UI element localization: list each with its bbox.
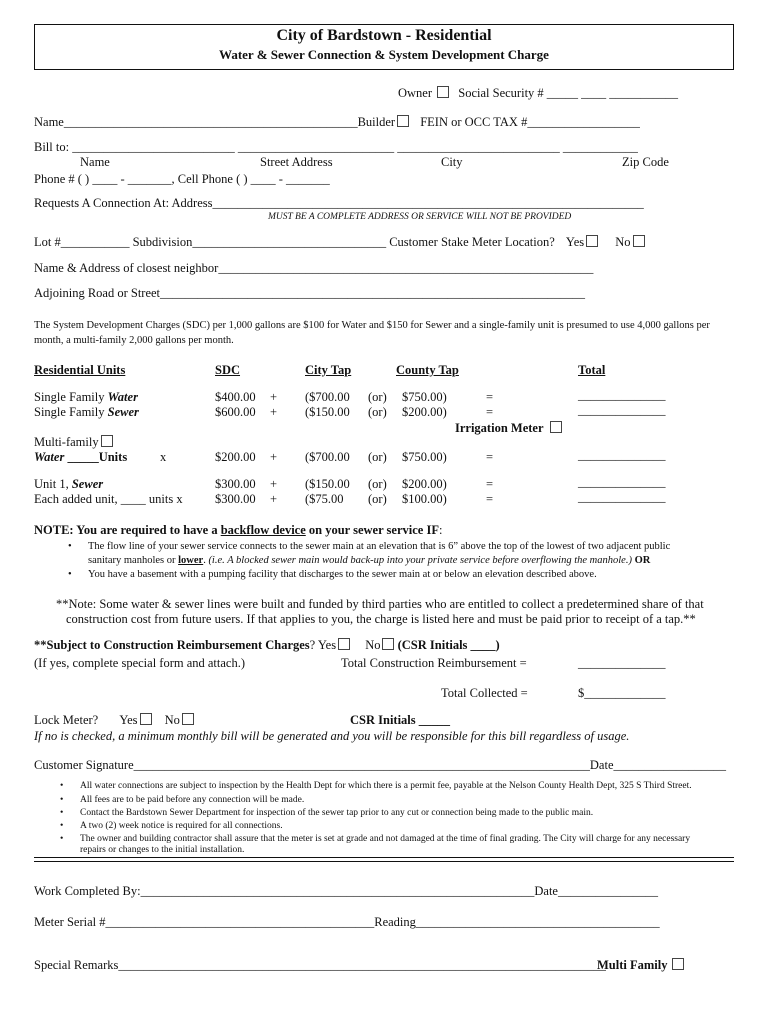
row-sf-sewer-county: $200.00)	[402, 405, 447, 419]
row-sf-sewer-plus: +	[270, 405, 278, 419]
row-each-county: $100.00)	[402, 492, 447, 506]
bill-to-name-caption: Name	[80, 155, 110, 169]
lock-yes-checkbox[interactable]	[140, 713, 152, 725]
name-row	[34, 115, 640, 130]
col-units: Residential Units	[34, 363, 126, 377]
row-unit1-eq: =	[486, 477, 494, 491]
multifamily-checkbox[interactable]	[101, 435, 113, 447]
row-each-plus: +	[270, 492, 278, 506]
col-total: Total	[578, 363, 606, 377]
address-field[interactable]: Requests A Connection At: Address_____________________________________________________________________	[34, 196, 644, 210]
backflow-bullet-1b: sanitary manholes or lower. (i.e. A blocked sewer main would back-up into your private service before overflowing the manhole.) OR	[88, 555, 651, 566]
row-mf-x: x	[160, 450, 167, 464]
row-mf-county: $750.00)	[402, 450, 447, 464]
row-sf-sewer-sdc: $600.00	[215, 405, 256, 419]
owner-label: Owner	[398, 86, 433, 100]
row-sf-water-city: ($700.00	[305, 390, 350, 404]
special-remarks-field[interactable]: Special Remarks______________________________________________________________________________	[34, 958, 606, 972]
stake-yes-checkbox[interactable]	[586, 235, 598, 247]
row-each-or: (or)	[368, 492, 387, 506]
csr-no-checkbox[interactable]	[382, 638, 394, 650]
row-unit1-plus: +	[270, 477, 278, 491]
multi-family-label: Multi Family	[597, 958, 684, 973]
third-party-note-1: **Note: Some water & sewer lines were built and funded by third parties who are entitled to collect a predetermined share of that	[56, 597, 704, 611]
road-field[interactable]: Adjoining Road or Street____________________________________________________________________	[34, 286, 586, 300]
row-sf-water-county: $750.00)	[402, 390, 447, 404]
ssn-field[interactable]: Social Security # _____ ____ ___________	[458, 86, 679, 100]
row-sf-water-label: Single Family Water	[34, 390, 138, 404]
owner-checkbox[interactable]	[437, 86, 449, 98]
form-subtitle: Water & Sewer Connection & System Development Charge	[219, 47, 549, 62]
lock-meter-row: Lock Meter? Yes No	[34, 713, 194, 728]
row-sf-sewer-label: Single Family Sewer	[34, 405, 139, 419]
row-unit1-city: ($150.00	[305, 477, 350, 491]
row-sf-sewer-city: ($150.00	[305, 405, 350, 419]
backflow-note-heading: NOTE: You are required to have a backflow device on your sewer service IF:	[34, 523, 443, 537]
backflow-bullet-1a: • The flow line of your sewer service connects to the sewer main at an elevation that is 6” above the top of the lowest of two adjacent public	[88, 541, 670, 552]
bill-to-zip-caption: Zip Code	[622, 155, 669, 169]
total-collected-label: Total Collected =	[441, 686, 528, 700]
row-sf-sewer-eq: =	[486, 405, 494, 419]
condition-item-cont: repairs or changes to the initial installation.	[80, 845, 245, 855]
bill-to-city-caption: City	[441, 155, 463, 169]
bill-to-street-caption: Street Address	[260, 155, 333, 169]
backflow-bullet-2: • You have a basement with a pumping facility that discharges to the sewer main at or below an elevation described above.	[88, 569, 597, 580]
third-party-note-2: construction cost from future users. If that applies to you, the charge is listed here and must be paid prior to receipt of a tap.**	[66, 612, 696, 626]
lock-no-checkbox[interactable]	[182, 713, 194, 725]
total-cr-field[interactable]: ______________	[578, 656, 666, 670]
divider	[34, 857, 734, 858]
total-cr-label: Total Construction Reimbursement =	[341, 656, 527, 670]
row-unit1-total[interactable]: ______________	[578, 475, 666, 489]
row-sf-water-sdc: $400.00	[215, 390, 256, 404]
condition-item: • A two (2) week notice is required for all connections.	[80, 821, 283, 831]
row-unit1-sdc: $300.00	[215, 477, 256, 491]
row-sf-sewer-or: (or)	[368, 405, 387, 419]
row-unit1-or: (or)	[368, 477, 387, 491]
customer-signature-field[interactable]: Customer Signature_________________________________________________________________________Date__________________	[34, 758, 726, 772]
row-unit1-county: $200.00)	[402, 477, 447, 491]
phone-field[interactable]: Phone # ( ) ____ - _______, Cell Phone ( ) ____ - _______	[34, 172, 330, 186]
row-sf-sewer-total[interactable]: ______________	[578, 403, 666, 417]
row-mf-label: Multi-family	[34, 435, 113, 450]
condition-item: • The owner and building contractor shall assure that the meter is set at grade and not damaged at the time of final grading. The City will charge for any necessary	[80, 834, 690, 844]
csr-initials[interactable]: (CSR Initials ____)	[397, 638, 500, 652]
row-unit1-label: Unit 1, Sewer	[34, 477, 104, 491]
row-each-eq: =	[486, 492, 494, 506]
row-sf-water-or: (or)	[368, 390, 387, 404]
row-sf-water-plus: +	[270, 390, 278, 404]
lock-csr-initials[interactable]: CSR Initials _____	[350, 713, 451, 727]
address-note: MUST BE A COMPLETE ADDRESS OR SERVICE WILL NOT BE PROVIDED	[268, 212, 572, 222]
row-sf-water-eq: =	[486, 390, 494, 404]
condition-item: • All water connections are subject to inspection by the Health Dept for which there is a permit fee, payable at the Nelson County Health Dept, 325 S Third Street.	[80, 781, 692, 791]
multi-family-checkbox[interactable]	[672, 958, 684, 970]
row-mf-total[interactable]: ______________	[578, 448, 666, 462]
col-city-tap: City Tap	[305, 363, 352, 377]
irrigation-meter: Irrigation Meter	[455, 421, 562, 436]
irrigation-checkbox[interactable]	[550, 421, 562, 433]
row-each-label: Each added unit, ____ units x	[34, 492, 183, 506]
stake-no-label: No	[615, 235, 631, 249]
builder-checkbox[interactable]	[397, 115, 409, 127]
row-mf-sdc: $200.00	[215, 450, 256, 464]
divider	[34, 861, 734, 862]
if-yes-note: (If yes, complete special form and attach.)	[34, 656, 246, 670]
form-title-box	[34, 24, 734, 70]
row-mf-eq: =	[486, 450, 494, 464]
bill-to-field[interactable]: Bill to: __________________________ _________________________ __________________________ ____________	[34, 140, 638, 154]
condition-item: • Contact the Bardstown Sewer Department for inspection of the sewer tap prior to any cut or connection being made to the public main.	[80, 808, 593, 818]
neighbor-field[interactable]: Name & Address of closest neighbor____________________________________________________________	[34, 261, 594, 275]
total-collected-field[interactable]: $_____________	[578, 686, 666, 700]
name-field[interactable]: Name_______________________________________________Builder	[34, 115, 396, 129]
row-each-city: ($75.00	[305, 492, 344, 506]
row-sf-water-total[interactable]: ______________	[578, 388, 666, 402]
work-completed-field[interactable]: Work Completed By:_______________________________________________________________Date________________	[34, 884, 658, 898]
row-mf-or: (or)	[368, 450, 387, 464]
sdc-description: The System Development Charges (SDC) per 1,000 gallons are $100 for Water and $150 for Sewer and a single-family unit is presumed to use 4,000 gallons per month, a multi-family 2,000 gallons per month.	[34, 320, 710, 346]
lock-warning: If no is checked, a minimum monthly bill will be generated and you will be responsible for this bill regardless of usage.	[34, 729, 630, 743]
owner-row	[398, 86, 678, 101]
meter-serial-field[interactable]: Meter Serial #___________________________________________Reading_______________________________________	[34, 915, 660, 929]
row-each-total[interactable]: ______________	[578, 490, 666, 504]
stake-no-checkbox[interactable]	[633, 235, 645, 247]
condition-item: • All fees are to be paid before any connection will be made.	[80, 795, 304, 805]
col-sdc: SDC	[215, 363, 241, 377]
fein-field[interactable]: FEIN or OCC TAX #__________________	[420, 115, 640, 129]
row-mf-units: Water _____Units	[34, 450, 128, 464]
row-mf-plus: +	[270, 450, 278, 464]
col-county-tap: County Tap	[396, 363, 459, 377]
stake-yes-label: Yes	[565, 235, 585, 249]
lot-row	[34, 235, 645, 250]
csr-row: **Subject to Construction Reimbursement Charges? Yes No (CSR Initials ____)	[34, 638, 500, 652]
row-each-sdc: $300.00	[215, 492, 256, 506]
lot-subdivision-field[interactable]: Lot #___________ Subdivision_______________________________ Customer Stake Meter Location?	[34, 235, 555, 249]
row-mf-city: ($700.00	[305, 450, 350, 464]
form-title: City of Bardstown - Residential	[276, 27, 492, 44]
csr-yes-checkbox[interactable]	[338, 638, 350, 650]
